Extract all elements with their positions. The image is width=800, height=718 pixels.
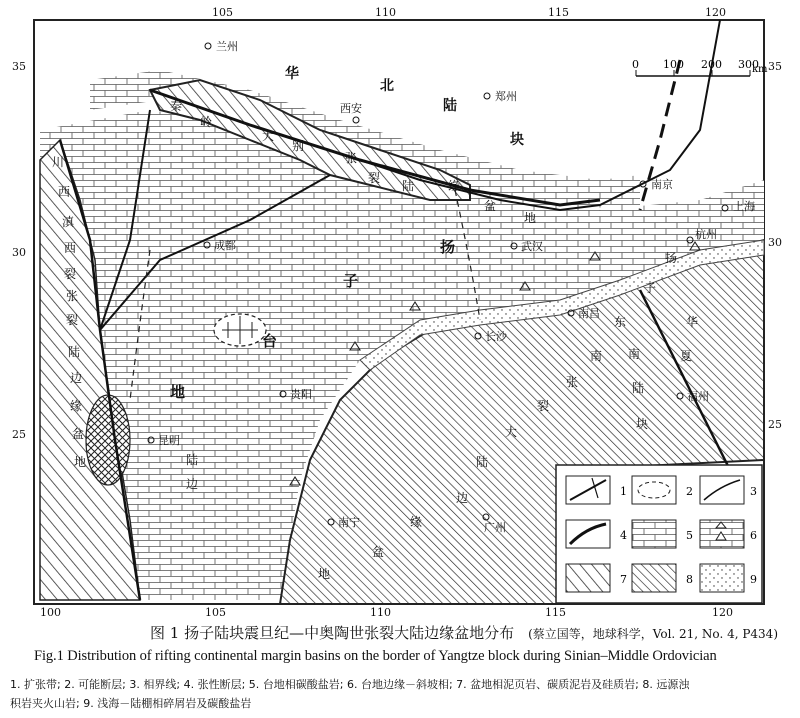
lon-tick-110: 110 [370,606,391,619]
legend-num-7: 7 [620,573,627,586]
legend-num-8: 8 [686,573,693,586]
label-hua2: 华 [686,315,699,329]
label-zi: 子 [343,272,359,290]
svg-text:昆明: 昆明 [158,434,180,447]
svg-text:上海: 上海 [733,200,755,213]
legend-num-4: 4 [620,529,627,542]
scale-label-300: 300 [738,58,759,71]
label-pen: 盆 [484,199,497,213]
caption-cn-reference: (蔡立国等，地球科学，Vol. 21, No. 4, P434) [528,627,778,641]
label-pen2: 盆 [72,427,85,441]
label-yuan2: 缘 [70,399,83,413]
label-da2: 大 [505,425,518,439]
label-xia: 夏 [680,349,693,363]
label-lie4: 裂 [537,399,550,413]
lat-tick-right-25: 25 [768,418,782,431]
svg-text:西安: 西安 [340,102,362,115]
label-lu2: 陆 [402,179,415,193]
top-tick-115: 115 [548,6,569,19]
label-bian3: 边 [186,477,199,491]
legend-box [556,465,762,603]
label-nan2: 南 [628,347,641,361]
svg-text:杭州: 杭州 [695,228,717,241]
top-tick-110: 110 [375,6,396,19]
svg-text:福州: 福州 [687,390,709,403]
legend-num-3: 3 [750,485,757,498]
label-pen3: 盆 [372,545,385,559]
label-ling: 岭 [200,115,213,129]
label-di3: 地 [170,383,186,401]
label-zi2: 子 [644,281,657,295]
label-xi: 西 [58,185,71,199]
label-kuai2: 块 [636,417,649,431]
svg-text:广州: 广州 [484,521,506,534]
lat-tick-left-30: 30 [12,246,26,259]
svg-text:贵阳: 贵阳 [290,388,312,401]
label-da: 大 [262,129,275,143]
label-lu5: 陆 [632,381,645,395]
caption-cn-title: 图 1 扬子陆块震旦纪—中奥陶世张裂大陆边缘盆地分布 [150,624,515,642]
lat-tick-left-35: 35 [12,60,26,73]
top-tick-105: 105 [212,6,233,19]
label-zhang2: 张 [66,289,79,303]
legend-line-2: 积岩夹火山岩; 9. 浅海－陆棚相碎屑岩及碳酸盐岩 [10,697,252,710]
lat-tick-right-30: 30 [768,236,782,249]
scale-label-200: 200 [701,58,722,71]
scale-label-100: 100 [663,58,684,71]
label-qin: 秦 [170,99,183,113]
volcanic-turbidite-body [86,395,130,485]
figure-caption-cn [150,622,778,643]
svg-text:成都: 成都 [214,239,236,252]
label-lu3: 陆 [68,345,81,359]
label-yang2: 扬 [665,251,678,265]
label-bei: 北 [380,78,394,94]
label-lu: 陆 [443,98,457,114]
svg-text:郑州: 郑州 [495,90,517,103]
svg-text:南京: 南京 [651,178,673,191]
label-zhang3: 张 [566,375,579,389]
label-tai: 台 [262,332,278,350]
label-lu6: 陆 [186,453,199,467]
svg-text:武汉: 武汉 [521,240,543,253]
scale-label-0: 0 [632,58,639,71]
lon-tick-105: 105 [205,606,226,619]
svg-text:兰州: 兰州 [216,40,238,53]
label-lie2: 裂 [64,267,77,281]
label-lie3: 裂 [66,313,79,327]
label-nan: 南 [590,349,603,363]
lon-tick-115: 115 [545,606,566,619]
top-tick-120: 120 [705,6,726,19]
legend-description [10,675,790,713]
label-zhang: 张 [345,151,358,165]
lon-tick-120: 120 [712,606,733,619]
label-xi2: 西 [64,241,77,255]
legend-num-2: 2 [686,485,693,498]
label-lie: 裂 [368,171,381,185]
legend-num-5: 5 [686,529,693,542]
svg-text:长沙: 长沙 [485,330,507,343]
label-di4: 地 [318,567,331,581]
label-yuan3: 缘 [410,515,423,529]
label-yang: 扬 [440,238,456,256]
lat-tick-right-35: 35 [768,60,782,73]
label-dian: 滇 [62,215,75,229]
lon-tick-100: 100 [40,606,61,619]
scale-unit: km [752,64,768,75]
label-bian2: 边 [456,491,469,505]
label-di: 地 [524,211,537,225]
label-bie: 别 [292,139,305,153]
legend-num-1: 1 [620,485,627,498]
label-dong: 东 [614,315,627,329]
label-bian: 边 [70,371,83,385]
legend-line-1: 1. 扩张带; 2. 可能断层; 3. 相界线; 4. 张性断层; 5. 台地相碳酸盐岩; 6. 台地边缘－斜坡相; 7. 盆地相泥页岩、碳质泥岩及硅质岩; 8. 远源浊 [10,678,690,691]
label-di2: 地 [74,455,87,469]
label-kuai: 块 [510,132,524,148]
label-yuan: 缘 [448,179,461,193]
lat-tick-left-25: 25 [12,428,26,441]
legend-num-9: 9 [750,573,757,586]
svg-text:南昌: 南昌 [578,307,600,320]
label-lu4: 陆 [476,455,489,469]
svg-text:南宁: 南宁 [338,516,360,529]
figure-caption-en: Fig.1 Distribution of rifting continental margin basins on the border of Yangtze block during Sinian–Middle Ordovician [34,648,717,664]
label-hua: 华 [285,66,299,82]
label-chuan: 川 [52,155,65,169]
legend-num-6: 6 [750,529,757,542]
